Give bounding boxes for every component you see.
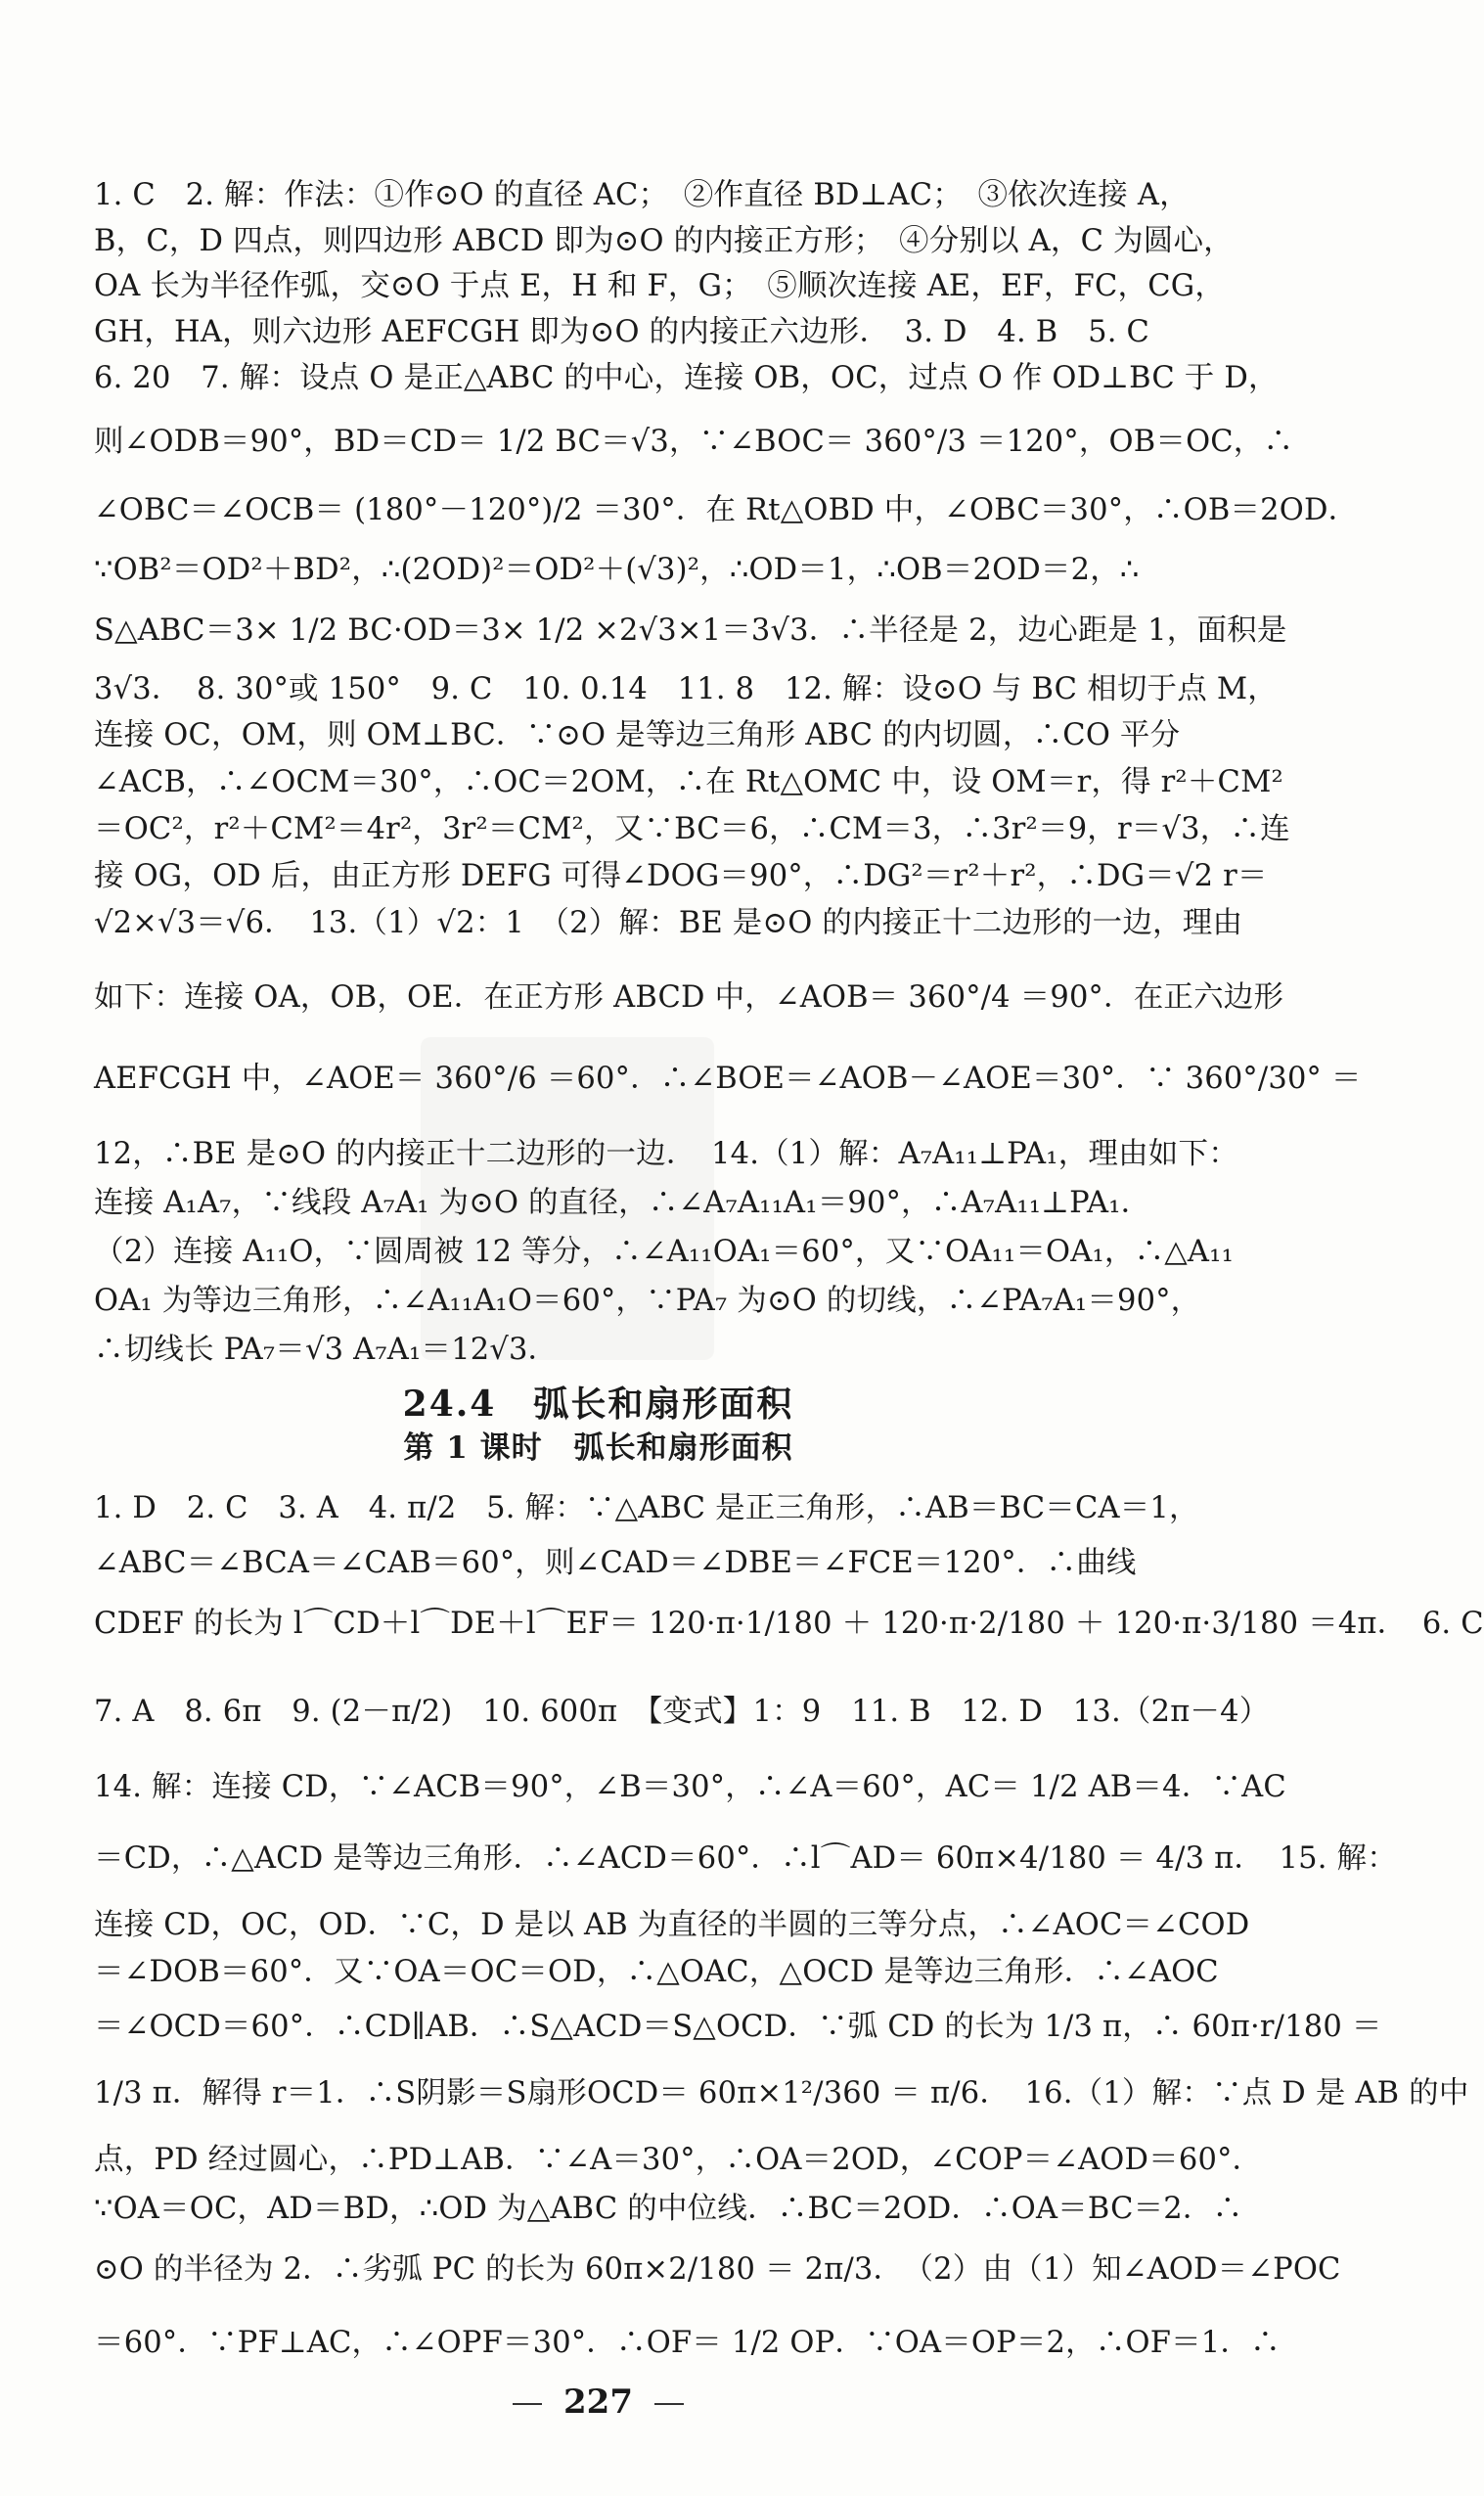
text-line: GH，HA，则六边形 AEFCGH 即为⊙O 的内接正六边形． 3. D 4. B 5. C [94,315,1150,349]
section-heading: 24.4 弧长和扇形面积 [402,1384,794,1425]
text-line: 1. D 2. C 3. A 4. π/2 5. 解：∵△ABC 是正三角形，∴AB＝BC＝CA＝1， [94,1491,1199,1525]
text-line: √2×√3＝√6． 13.（1）√2：1 （2）解：BE 是⊙O 的内接正十二边形的一边，理由 [94,906,1243,940]
text-line: ∴切线长 PA₇＝√3 A₇A₁＝12√3． [94,1333,559,1367]
text-line: 如下：连接 OA，OB，OE．在正方形 ABCD 中，∠AOB＝ 360°/4 ＝90°．在正六边形 [94,980,1284,1015]
text-line: 1. C 2. 解：作法：①作⊙O 的直径 AC； ②作直径 BD⊥AC； ③依次连接 A， [94,178,1190,212]
text-line: ∵OB²＝OD²＋BD²，∴(2OD)²＝OD²＋(√3)²，∴OD＝1，∴OB＝2OD＝2，∴ [94,553,1140,587]
text-line: 1/3 π．解得 r＝1．∴S阴影＝S扇形OCD＝ 60π×1²/360 ＝ π/6． 16.（1）解：∵点 D 是 AB 的中 [94,2076,1469,2110]
text-line: 14. 解：连接 CD，∵∠ACB＝90°，∠B＝30°，∴∠A＝60°，AC＝ 1/2 AB＝4．∵AC [94,1770,1286,1804]
text-line: ＝OC²，r²＋CM²＝4r²，3r²＝CM²，又∵BC＝6，∴CM＝3，∴3r²＝9，r＝√3，∴连 [94,812,1290,846]
text-line: ∠ACB，∴∠OCM＝30°，∴OC＝2OM，∴在 Rt△OMC 中，设 OM＝r，得 r²＋CM² [94,765,1283,799]
text-line: 连接 CD，OC，OD．∵C，D 是以 AB 为直径的半圆的三等分点，∴∠AOC＝∠COD [94,1908,1250,1942]
text-line: OA 长为半径作弧，交⊙O 于点 E，H 和 F，G； ⑤顺次连接 AE，EF，FC，CG， [94,269,1226,303]
text-line: ＝∠OCD＝60°．∴CD∥AB．∴S△ACD＝S△OCD．∵弧 CD 的长为 1/3 π，∴ 60π·r/180 ＝ [94,2010,1382,2044]
text-line: ＝∠DOB＝60°．又∵OA＝OC＝OD，∴△OAC，△OCD 是等边三角形．∴∠AOC [94,1955,1219,1989]
text-line: OA₁ 为等边三角形，∴∠A₁₁A₁O＝60°，∵PA₇ 为⊙O 的切线，∴∠PA₇A₁＝90°， [94,1284,1201,1318]
text-line: 接 OG，OD 后，由正方形 DEFG 可得∠DOG＝90°，∴DG²＝r²＋r²，∴DG＝√2 r＝ [94,859,1268,893]
text-line: 12，∴BE 是⊙O 的内接正十二边形的一边． 14.（1）解：A₇A₁₁⊥PA₁，理由如下： [94,1137,1238,1171]
text-line: 则∠ODB＝90°，BD＝CD＝ 1/2 BC＝√3，∵∠BOC＝ 360°/3 ＝120°，OB＝OC，∴ [94,425,1294,459]
text-line: 连接 A₁A₇，∵线段 A₇A₁ 为⊙O 的直径，∴∠A₇A₁₁A₁＝90°，∴A₇A₁₁⊥PA₁． [94,1186,1151,1220]
text-line: ∠OBC＝∠OCB＝ (180°－120°)/2 ＝30°．在 Rt△OBD 中，∠OBC＝30°，∴OB＝2OD． [94,493,1359,527]
text-line: ＝60°．∵PF⊥AC，∴∠OPF＝30°．∴OF＝ 1/2 OP．∵OA＝OP＝2，∴OF＝1．∴ [94,2326,1281,2360]
text-line: 点，PD 经过圆心，∴PD⊥AB．∵∠A＝30°，∴OA＝2OD，∠COP＝∠AOD＝60°． [94,2143,1263,2177]
text-line: 6. 20 7. 解：设点 O 是正△ABC 的中心，连接 OB，OC，过点 O 作 OD⊥BC 于 D， [94,361,1279,395]
text-line: ∵OA＝OC，AD＝BD，∴OD 为△ABC 的中位线．∴BC＝2OD．∴OA＝BC＝2．∴ [94,2192,1243,2226]
text-line: CDEF 的长为 l⌒CD＋l⌒DE＋l⌒EF＝ 120·π·1/180 ＋ 120·π·2/180 ＋ 120·π·3/180 ＝4π． 6. C [94,1607,1484,1641]
text-line: 3√3． 8. 30°或 150° 9. C 10. 0.14 11. 8 12. 解：设⊙O 与 BC 相切于点 M， [94,672,1278,706]
text-line: 7. A 8. 6π 9. (2－π/2) 10. 600π 【变式】1：9 11. B 12. D 13.（2π－4） [94,1695,1270,1729]
text-line: S△ABC＝3× 1/2 BC·OD＝3× 1/2 ×2√3×1＝3√3．∴半径是 2，边心距是 1，面积是 [94,613,1287,648]
text-line: AEFCGH 中，∠AOE＝ 360°/6 ＝60°．∴∠BOE＝∠AOB－∠AOE＝30°．∵ 360°/30° ＝ [94,1062,1362,1096]
text-line: ∠ABC＝∠BCA＝∠CAB＝60°，则∠CAD＝∠DBE＝∠FCE＝120°．∴曲线 [94,1546,1137,1580]
text-line: ⊙O 的半径为 2．∴劣弧 PC 的长为 60π×2/180 ＝ 2π/3． （2）由（1）知∠AOD＝∠POC [94,2252,1341,2287]
text-line: ＝CD，∴△ACD 是等边三角形．∴∠ACD＝60°．∴l⌒AD＝ 60π×4/180 ＝ 4/3 π． 15. 解： [94,1841,1397,1876]
page-number: 227 [0,2383,1196,2422]
lesson-subheading: 第 1 课时 弧长和扇形面积 [403,1430,793,1466]
text-line: B，C，D 四点，则四边形 ABCD 即为⊙O 的内接正方形； ④分别以 A，C 为圆心， [94,224,1234,258]
text-line: （2）连接 A₁₁O，∵圆周被 12 等分，∴∠A₁₁OA₁＝60°，又∵OA₁₁＝OA₁，∴△A₁₁ [94,1235,1235,1269]
text-line: 连接 OC，OM，则 OM⊥BC．∵⊙O 是等边三角形 ABC 的内切圆，∴CO 平分 [94,718,1181,752]
